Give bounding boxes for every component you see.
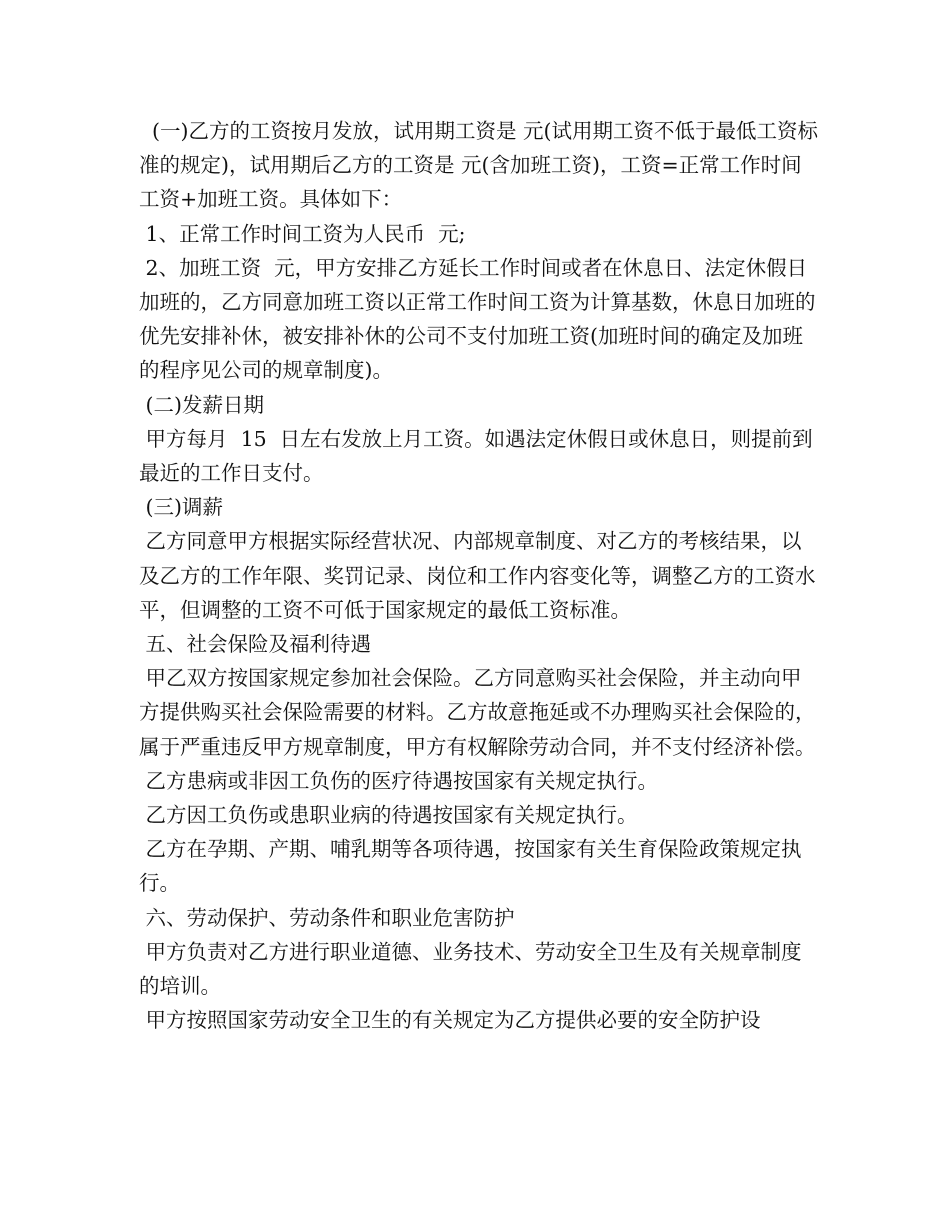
- maternity-paragraph: 乙方在孕期、产期、哺乳期等各项待遇，按国家有关生育保险政策规定执行。: [139, 837, 802, 896]
- work-injury-paragraph: 乙方因工负伤或患职业病的待遇按国家有关规定执行。: [139, 803, 638, 828]
- labor-protection-heading: 六、劳动保护、劳动条件和职业危害防护: [139, 905, 515, 930]
- pay-date-paragraph: 甲方每月 15 日左右发放上月工资。如遇法定休假日或休息日，则提前到最近的工作日支付。: [139, 426, 813, 486]
- training-paragraph: 甲方负责对乙方进行职业道德、业务技术、劳动安全卫生及有关规章制度的培训。: [139, 939, 802, 999]
- salary-adjustment-paragraph: 乙方同意甲方根据实际经营状况、内部规章制度、对乙方的考核结果，以及乙方的工作年限、奖罚记录、岗位和工作内容变化等，调整乙方的工资水平，但调整的工资不可低于国家规定的最低工资标准。: [139, 529, 816, 622]
- overtime-wage-item: 2、加班工资 元，甲方安排乙方延长工作时间或者在休息日、法定休假日加班的，乙方同意加班工资以正常工作时间工资为计算基数，休息日加班的优先安排补休，被安排补休的公司不支付加班工资(加班时间的确定及加班的程序见公司的规章制度)。: [139, 255, 816, 383]
- social-insurance-paragraph: 甲乙双方按国家规定参加社会保险。乙方同意购买社会保险，并主动向甲方提供购买社会保险需要的材料。乙方故意拖延或不办理购买社会保险的，属于严重违反甲方规章制度，甲方有权解除劳动合同，并不支付经济补偿。: [139, 666, 816, 759]
- pay-date-heading: (二)发薪日期: [139, 392, 265, 417]
- safety-equipment-paragraph: 甲方按照国家劳动安全卫生的有关规定为乙方提供必要的安全防护设: [139, 1008, 761, 1033]
- normal-hours-wage-item: 1、正常工作时间工资为人民币 元;: [139, 221, 466, 246]
- document-body: [139, 114, 819, 1037]
- salary-payment-paragraph: (一)乙方的工资按月发放，试用期工资是 元(试用期工资不低于最低工资标准的规定)，试用期后乙方的工资是 元(含加班工资)，工资=正常工作时间工资+加班工资。具体如下：: [139, 119, 819, 212]
- salary-adjustment-heading: (三)调薪: [139, 495, 224, 520]
- illness-treatment-paragraph: 乙方患病或非因工负伤的医疗待遇按国家有关规定执行。: [139, 768, 659, 793]
- social-insurance-heading: 五、社会保险及福利待遇: [139, 632, 372, 657]
